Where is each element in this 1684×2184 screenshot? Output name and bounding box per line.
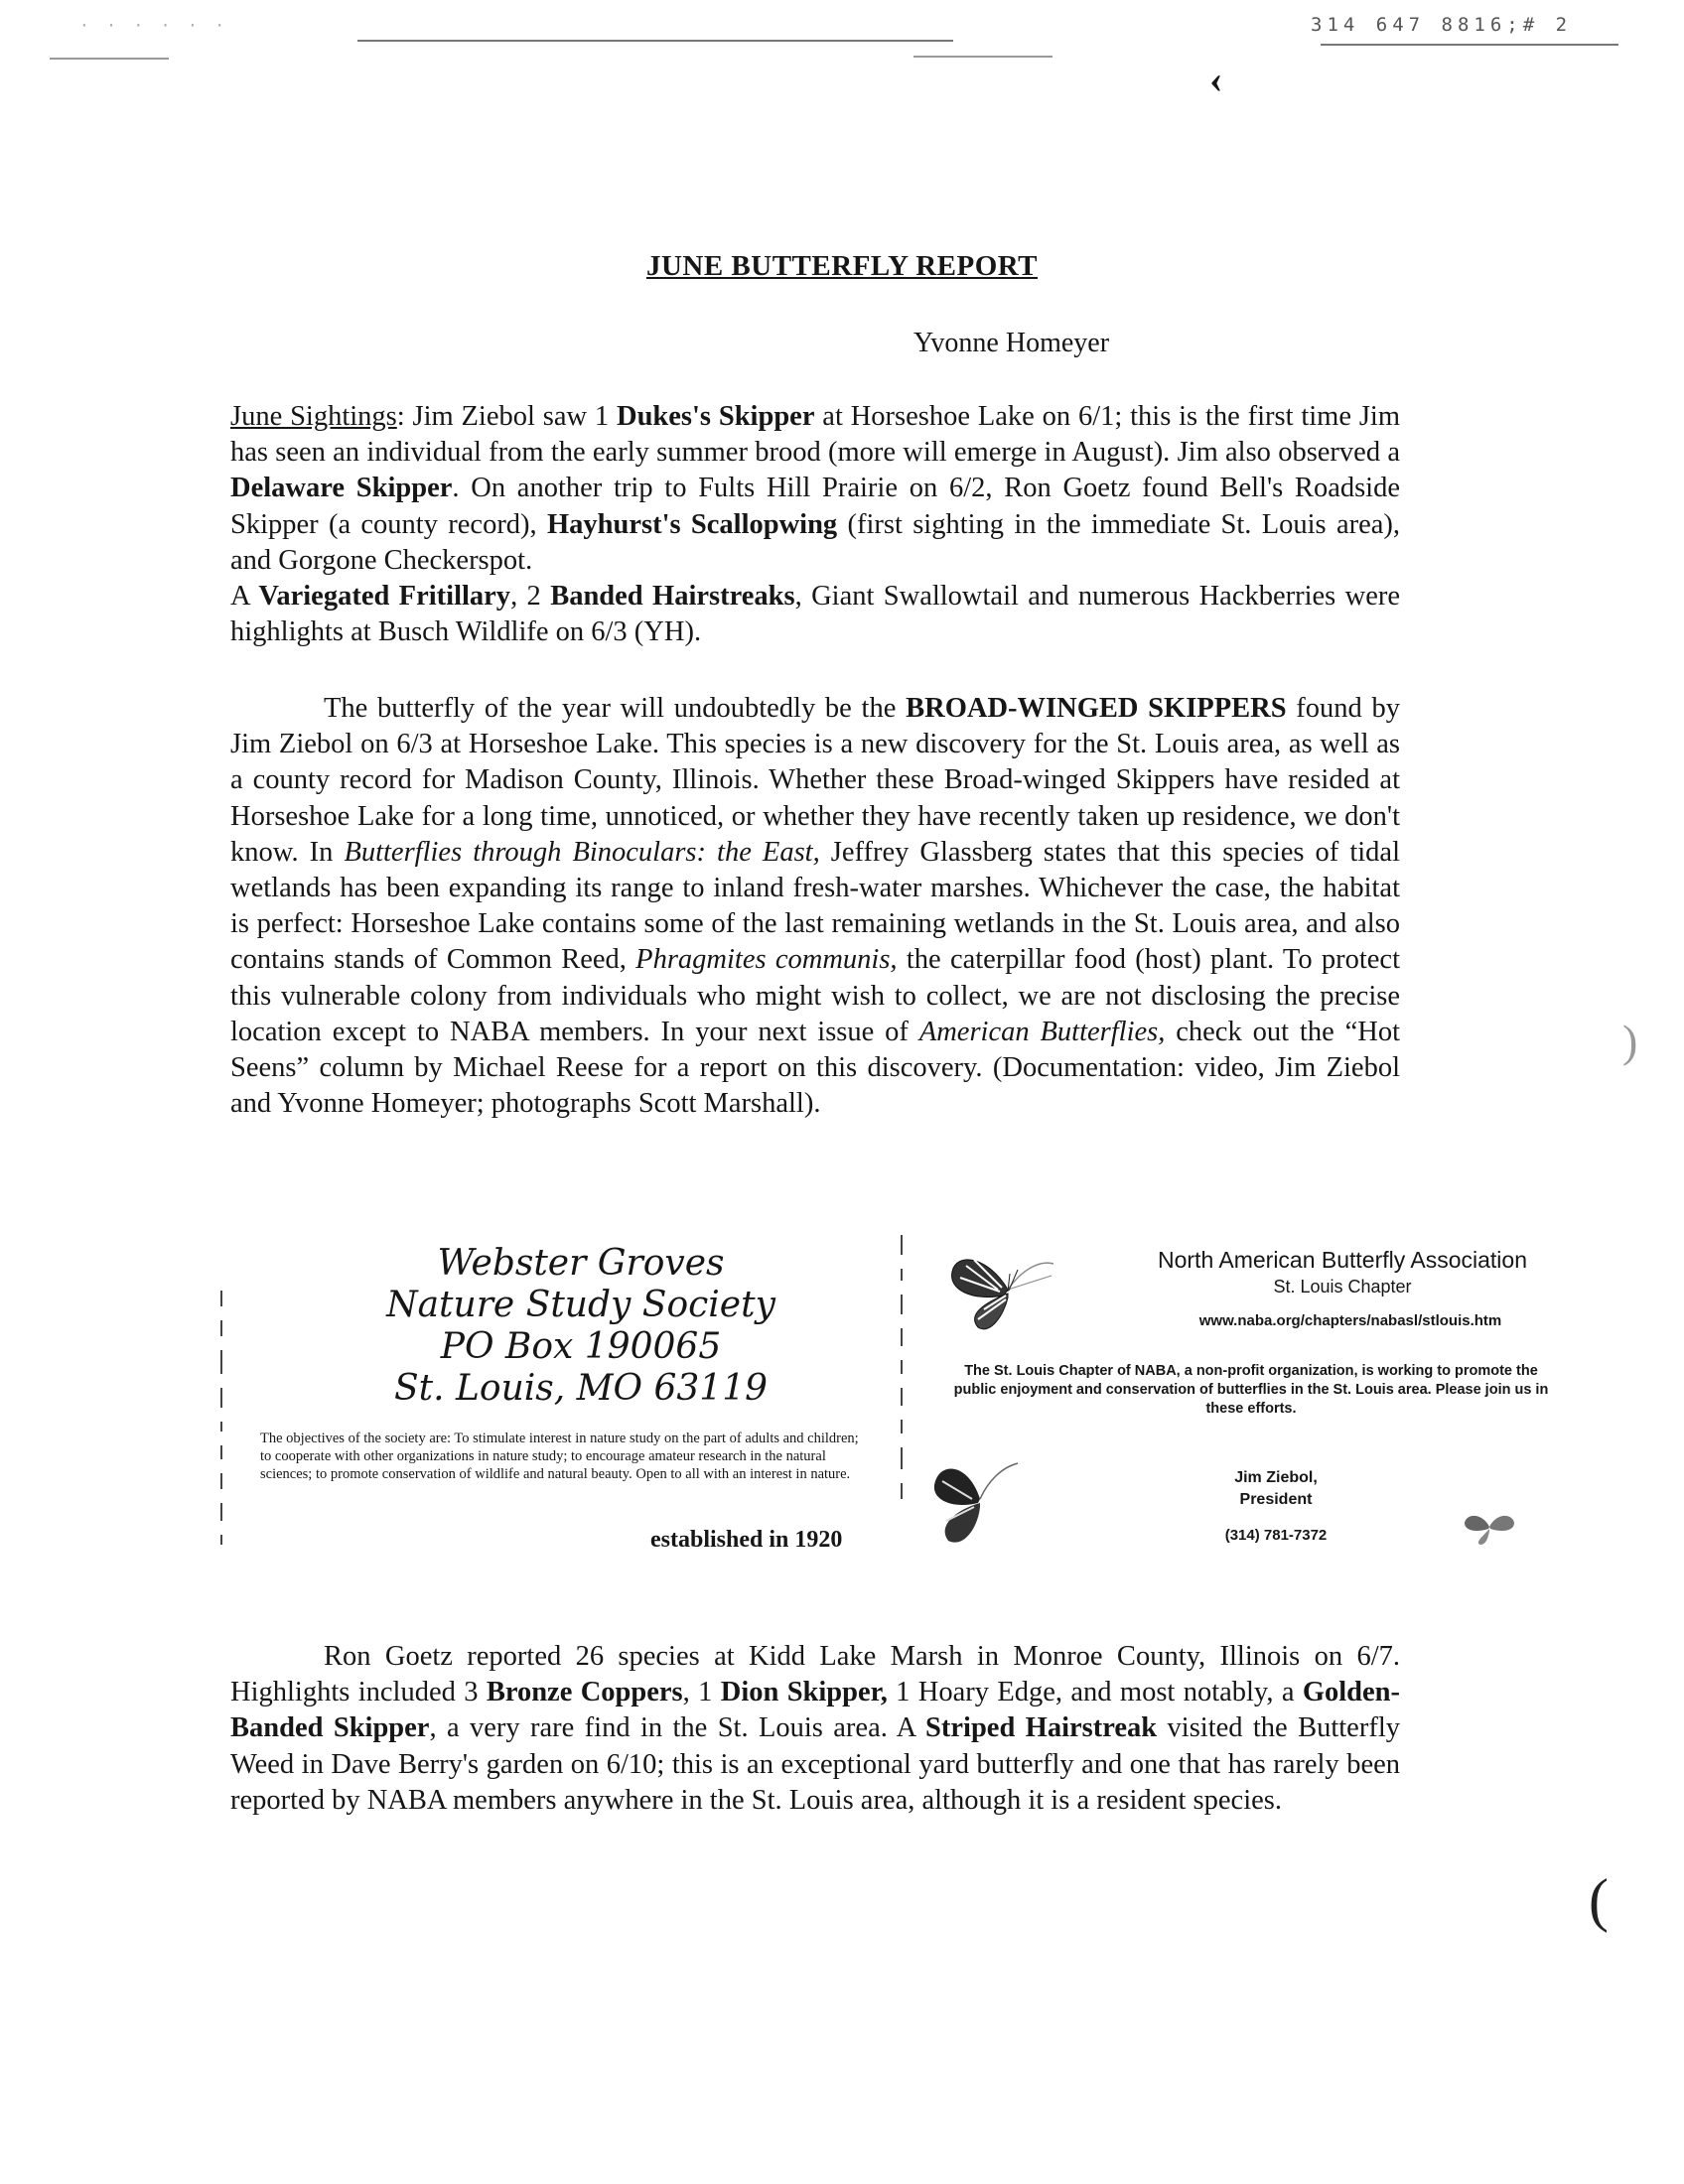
- president-title: President: [1239, 1491, 1313, 1508]
- established-year: established in 1920: [650, 1527, 843, 1553]
- scan-line: [913, 56, 1052, 58]
- text-run: The butterfly of the year will undoubtedly be the: [324, 693, 907, 724]
- fax-smudge-mark: ‹: [1209, 57, 1223, 101]
- text-run: 1 Hoary Edge, and most notably, a: [887, 1677, 1303, 1708]
- dashed-border-divider: [901, 1235, 905, 1513]
- text-run: , 2: [510, 581, 551, 613]
- society-name-line-1: Webster Groves: [437, 1243, 725, 1284]
- monarch-butterfly-icon: [948, 1246, 1067, 1333]
- naba-phone: (314) 781-7372: [1224, 1527, 1328, 1544]
- small-butterfly-icon: [1455, 1507, 1524, 1547]
- text-run: : Jim Ziebol saw 1: [396, 401, 617, 432]
- butterfly-silhouette-icon: [928, 1451, 1028, 1547]
- section-label: June Sightings: [230, 401, 397, 432]
- city-state-zip: St. Louis, MO 63119: [394, 1368, 768, 1409]
- text-run: , a very rare find in the St. Louis area. A: [429, 1712, 926, 1744]
- text-run: the caterpillar food (host) plant. To protect this vulnerable colony from individuals who might wish to collect, we are not disclosing the precise location except to NABA members. In your next issue of: [230, 944, 1400, 1047]
- naba-name: North American Butterfly Association: [1158, 1247, 1527, 1273]
- scan-edge-mark: (: [1589, 1867, 1609, 1933]
- species-name: BROAD-WINGED SKIPPERS: [906, 693, 1287, 724]
- text-run: visited the Butterfly Weed in Dave Berry's garden on 6/10; this is an exceptional yard butterfly and one that has rarely been reported by NABA members anywhere in the St. Louis area, although it is a resident species.: [230, 1712, 1400, 1816]
- book-title: Butterflies through Binoculars: the East,: [344, 836, 820, 868]
- report-author: Yvonne Homeyer: [913, 328, 1110, 358]
- magazine-title: American Butterflies,: [918, 1016, 1166, 1047]
- species-name: Variegated Fritillary: [258, 581, 511, 613]
- text-run: Jeffrey Glassberg states that this species of tidal wetlands has been expanding its range to inland fresh-water marshes. Whichever the case, the habitat is perfect: Horseshoe Lake contains some of the last remaining wetlands in the St. Louis area, and also contains stands of Common Reed,: [230, 836, 1400, 976]
- species-name: Dion Skipper,: [720, 1677, 888, 1708]
- webster-groves-address: [372, 1243, 789, 1410]
- report-title: JUNE BUTTERFLY REPORT: [645, 250, 1039, 282]
- text-run: at Horseshoe Lake on 6/1; this is the first time Jim has seen an individual from the early summer brood (more will emerge in August). Jim also observed a: [230, 401, 1400, 469]
- po-box: PO Box 190065: [440, 1326, 722, 1367]
- species-name: Golden-Banded Skipper: [230, 1677, 1401, 1744]
- president-name: Jim Ziebol,: [1234, 1469, 1318, 1486]
- society-name-line-2: Nature Study Society: [386, 1285, 775, 1325]
- scan-line: [50, 58, 169, 60]
- naba-website-link[interactable]: www.naba.org/chapters/nabasl/stlouis.htm: [1198, 1312, 1502, 1329]
- fax-header-left-artifact: · · · · · ·: [79, 16, 228, 35]
- text-run: A: [230, 581, 259, 613]
- broad-winged-skipper-paragraph: [230, 691, 1400, 1122]
- society-objectives: The objectives of the society are: To stimulate interest in nature study on the part of adults and children; to cooperate with other organizations in nature study; to encourage amateur research in the natural sciences; to promote conservation of wildlife and natural beauty. Open to all with an interest in nature.: [260, 1431, 859, 1482]
- naba-chapter: St. Louis Chapter: [1273, 1277, 1412, 1297]
- text-run: . On another trip to Fults Hill Prairie on 6/2, Ron Goetz found Bell's Roadside Skipper (a county record),: [230, 473, 1401, 540]
- species-name: Dukes's Skipper: [616, 401, 815, 432]
- naba-president: [1172, 1467, 1380, 1511]
- text-run: , Giant Swallowtail and numerous Hackberries were highlights at Busch Wildlife on 6/3 (YH).: [230, 581, 1401, 648]
- june-sightings-paragraph: [230, 399, 1400, 650]
- scan-line: [1321, 44, 1618, 46]
- text-run: Ron Goetz reported 26 species at Kidd Lake Marsh in Monroe County, Illinois on 6/7. Highlights included 3: [230, 1641, 1400, 1708]
- dashed-border-left: [220, 1291, 224, 1559]
- naba-description: The St. Louis Chapter of NABA, a non-profit organization, is working to promote the public enjoyment and conservation of butterflies in the St. Louis area. Please join us in these efforts.: [953, 1363, 1549, 1417]
- text-run: check out the “Hot Seens” column by Michael Reese for a report on this discovery. (Documentation: video, Jim Ziebol and Yvonne Homeyer; photographs Scott Marshall).: [230, 1016, 1401, 1120]
- kidd-lake-paragraph: [230, 1639, 1400, 1819]
- text-run: , 1: [682, 1677, 721, 1708]
- species-name: Delaware Skipper: [230, 473, 453, 504]
- species-name: Banded Hairstreaks: [550, 581, 795, 613]
- species-name: Bronze Coppers: [486, 1677, 683, 1708]
- fax-header: 314 647 8816;# 2: [1311, 14, 1573, 36]
- text-run: found by Jim Ziebol on 6/3 at Horseshoe Lake. This species is a new discovery for the St. Louis area, as well as a county record for Madison County, Illinois. Whether these Broad-winged Skippers have resided at Horseshoe Lake for a long time, unnoticed, or whether they have recently taken up residence, we don't know. In: [230, 693, 1401, 868]
- text-run: (first sighting in the immediate St. Louis area), and Gorgone Checkerspot.: [230, 508, 1400, 576]
- scientific-name: Phragmites communis,: [635, 944, 898, 976]
- species-name: Striped Hairstreak: [925, 1712, 1158, 1744]
- scan-edge-mark: ): [1622, 1016, 1638, 1066]
- scan-line: [357, 40, 953, 42]
- species-name: Hayhurst's Scallopwing: [546, 508, 838, 540]
